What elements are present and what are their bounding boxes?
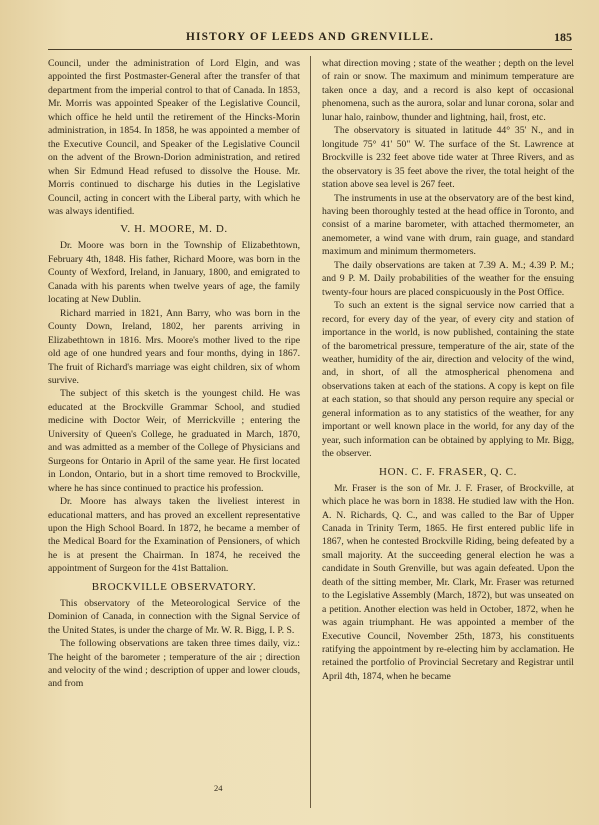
paragraph: what direction moving ; state of the weather ; depth on the level of rain or snow. The maximum and minimum temperature are taken once a day, and a record is also kept of occasional phenomena, such as the aurora, solar and lunar corona, solar and lunar halo, rainbow, thunder and lightning, hail, frost, etc. — [322, 58, 574, 123]
paragraph: Dr. Moore has always taken the liveliest interest in educational matters, and has proved an excellent representative upon the High School Board. In 1872, he became a member of the Medical Board for the Examination of Pensioners, of which he is at present the Chairman. In 1874, he received the appointment of Surgeon for the 41st Battalion. — [48, 496, 300, 575]
header-rule — [48, 49, 572, 50]
running-header — [48, 30, 572, 48]
right-column — [322, 57, 574, 683]
section-heading-observatory: BROCKVILLE OBSERVATORY. — [91, 580, 257, 593]
left-column — [48, 57, 300, 691]
paragraph: The subject of this sketch is the youngest child. He was educated at the Brockville Grammar School, and studied medicine with Doctor Weir, of Merrickville ; entering the University of Queen's College, he graduated in March, 1870, and was admitted as a member of the College of Physicians and Surgeons for Ontario in April of the same year. He first located in London, Ontario, but in a short time removed to Brockville, where he has since continued to practice his profession. — [48, 388, 300, 494]
section-heading-fraser: HON. C. F. FRASER, Q. C. — [379, 465, 517, 478]
paragraph: The observatory is situated in latitude 44° 35' N., and in longitude 75° 41' 50" W. The surface of the St. Lawrence at Brockville is 232 feet above tide water at Three Rivers, and as the observatory is 35 feet above the river, the total height of the station above sea level is 267 feet. — [322, 125, 574, 191]
paragraph: Dr. Moore was born in the Township of Elizabethtown, February 4th, 1848. His father, Richard Moore, was born in the County of Wexford, Ireland, in January, 1800, and emigrated to Canada with his parents when twelve years of age, the family locating at New Dublin. — [48, 240, 300, 306]
paragraph: The instruments in use at the observatory are of the best kind, having been thoroughly tested at the head office in Toronto, and consist of a marine barometer, with attached thermometer, an anemometer, a wind vane with drum, rain guage, and standard maximum and minimum thermometers. — [322, 192, 574, 258]
paragraph: Richard married in 1821, Ann Barry, who was born in the County Down, Ireland, 1802, her parents arriving in Elizabethtown in 1816. Mrs. Moore's mother lived to the ripe old age of one hundred years and four months, dying in 1867. The fruit of Richard's marriage was eight children, six of whom survive. — [48, 307, 300, 386]
paragraph: Mr. Fraser is the son of Mr. J. F. Fraser, of Brockville, at which place he was born in 1838. He studied law with the Hon. A. N. Richards, Q. C., and was called to the Bar of Upper Canada in Trinity Term, 1865. He first entered public life in 1867, when he contested Brockville Riding, being defeated by a small majority. At the succeeding general election he was a candidate in South Grenville, but was again defeated. Upon the death of the sitting member, Mr. Clark, Mr. Fraser was returned to the Legislative Assembly (March, 1872), but was unseated on a petition. Another election was held in October, 1872, when he was again triumphant. He was appointed a member of the Executive Council, November 25th, 1873, his constituents ratifying the appointment by re-electing him by acclamation. He retained the portfolio of Provincial Secretary and Registrar until April 4th, 1874, when he became — [322, 482, 574, 682]
column-divider — [310, 56, 311, 808]
header-title: HISTORY OF LEEDS AND GRENVILLE. — [185, 31, 435, 43]
section-heading-moore: V. H. MOORE, M. D. — [120, 223, 228, 236]
page-number: 185 — [554, 30, 572, 44]
paragraph: This observatory of the Meteorological Service of the Dominion of Canada, in connection with the Signal Service of the United States, is under the charge of Mr. W. R. Bigg, I. P. S. — [48, 597, 300, 636]
signature-mark: 24 — [214, 783, 223, 793]
paragraph: The following observations are taken three times daily, viz.: The height of the barometer ; temperature of the air ; direction and velocity of the wind ; description of upper and lower clouds, and from — [48, 638, 300, 690]
paragraph: The daily observations are taken at 7.39 A. M.; 4.39 P. M.; and 9 P. M. Daily probabilities of the weather for the ensuing twenty-four hours are placed conspicuously in the Post Office. — [322, 259, 574, 298]
paragraph: To such an extent is the signal service now carried that a record, for every day of the year, of every city and station of importance in the world, is now published, containing the state of the barometrical pressure, temperature of the air, state of the weather, humidity of the air, direction and velocity of the wind, and, in short, of all the atmospherical phenomena and observations taken at each of the stations. A copy is kept on file at each station, so that should any person require any special or general information as to any statistics of the weather, for any important or well known place in the world, for any day of the year, such information can be obtained by applying to Mr. Bigg, the observer. — [322, 300, 574, 460]
paragraph: Council, under the administration of Lord Elgin, and was appointed the first Postmaster-General after the transfer of that department from the imperial control to that of Canada. In 1853, Mr. Morris was appointed Speaker of the Legislative Council, which office he held until the retirement of the Hincks-Morin administration, in 1854. In 1858, he was appointed a member of the Executive Council, and Speaker of the Legislative Council on the advent of the Brown-Dorion administration, and retired when Sir Edmund Head refused to dissolve the House. Mr. Morris continued to discharge his duties in the Legislative Council, acting in concert with the Liberal party, with which he was always identified. — [48, 58, 300, 217]
